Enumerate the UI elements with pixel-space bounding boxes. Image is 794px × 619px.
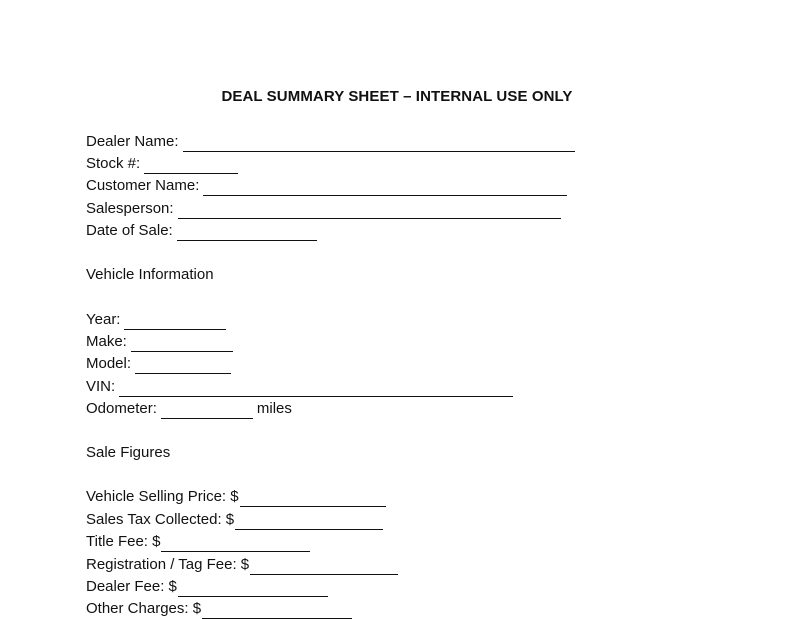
salesperson-label: Salesperson: — [86, 200, 174, 217]
document-title: DEAL SUMMARY SHEET – INTERNAL USE ONLY — [221, 88, 573, 105]
odometer-blank[interactable] — [161, 403, 253, 419]
model-row — [86, 354, 231, 374]
dealer-fee-blank[interactable] — [178, 581, 328, 597]
customer-name-blank[interactable] — [203, 180, 567, 196]
customer-name-row — [86, 176, 567, 196]
sales-tax-blank[interactable] — [235, 514, 383, 530]
sales-tax-row — [86, 510, 383, 530]
model-blank[interactable] — [135, 358, 231, 374]
stock-number-label: Stock #: — [86, 155, 141, 172]
make-label: Make: — [86, 333, 127, 350]
dealer-name-label: Dealer Name: — [86, 133, 179, 150]
sales-tax-label: Sales Tax Collected: $ — [86, 511, 235, 528]
make-blank[interactable] — [131, 336, 233, 352]
title-fee-row — [86, 532, 310, 552]
date-of-sale-row — [86, 221, 317, 241]
registration-fee-blank[interactable] — [250, 559, 398, 575]
stock-number-blank[interactable] — [144, 158, 238, 174]
other-charges-row — [86, 599, 352, 619]
dealer-fee-row — [86, 577, 328, 597]
year-row — [86, 310, 226, 330]
other-charges-blank[interactable] — [202, 603, 352, 619]
vin-row — [86, 377, 513, 397]
date-of-sale-label: Date of Sale: — [86, 222, 173, 239]
registration-fee-label: Registration / Tag Fee: $ — [86, 556, 250, 573]
dealer-fee-label: Dealer Fee: $ — [86, 578, 177, 595]
registration-fee-row — [86, 555, 398, 575]
selling-price-blank[interactable] — [240, 491, 386, 507]
other-charges-label: Other Charges: $ — [86, 600, 202, 617]
year-blank[interactable] — [124, 314, 226, 330]
date-of-sale-blank[interactable] — [177, 225, 317, 241]
title-fee-label: Title Fee: $ — [86, 533, 161, 550]
dealer-name-blank[interactable] — [183, 136, 575, 152]
make-row — [86, 332, 233, 352]
vin-blank[interactable] — [119, 381, 513, 397]
dealer-name-row — [86, 132, 575, 152]
salesperson-blank[interactable] — [178, 203, 561, 219]
year-label: Year: — [86, 311, 121, 328]
odometer-unit: miles — [256, 400, 292, 417]
vin-label: VIN: — [86, 378, 116, 395]
vehicle-section-heading: Vehicle Information — [86, 266, 214, 283]
salesperson-row — [86, 199, 561, 219]
selling-price-label: Vehicle Selling Price: $ — [86, 488, 239, 505]
odometer-row — [86, 399, 292, 419]
selling-price-row — [86, 487, 386, 507]
sale-section-heading: Sale Figures — [86, 444, 171, 461]
title-fee-blank[interactable] — [161, 536, 310, 552]
odometer-label: Odometer: — [86, 400, 157, 417]
model-label: Model: — [86, 355, 132, 372]
customer-name-label: Customer Name: — [86, 177, 200, 194]
stock-number-row — [86, 154, 238, 174]
